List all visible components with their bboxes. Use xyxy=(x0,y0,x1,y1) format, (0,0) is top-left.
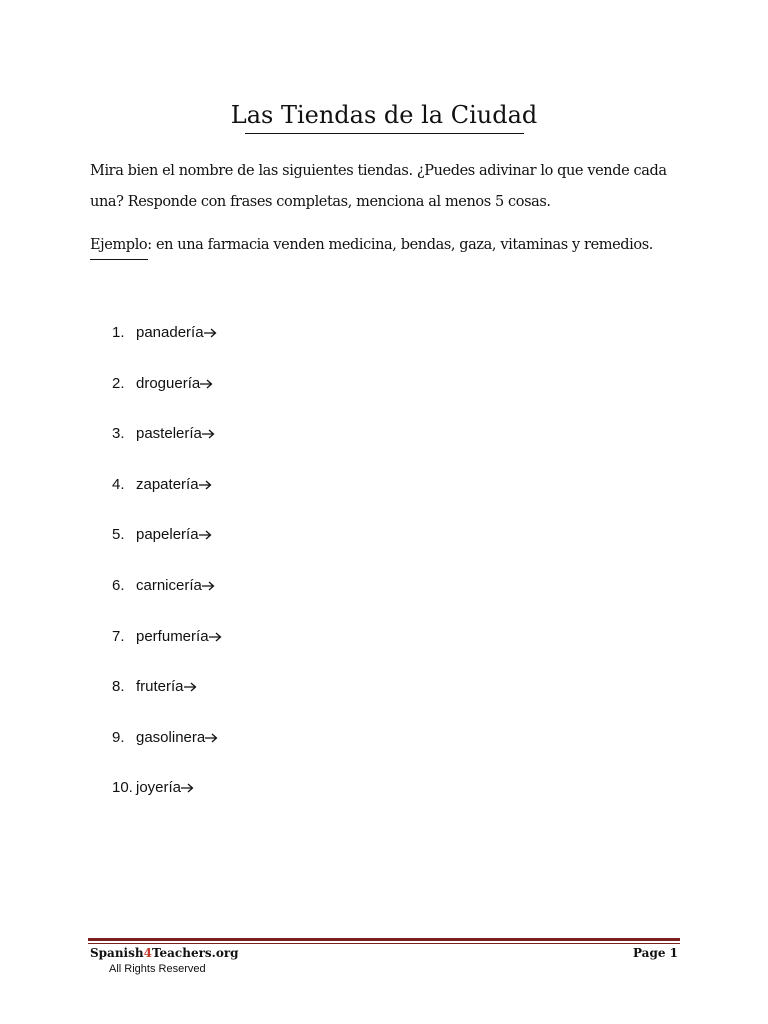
arrow-right-icon xyxy=(199,480,212,490)
instructions-paragraph: Mira bien el nombre de las siguientes tiendas. ¿Puedes adivinar lo que vende cada una? Responde con frases completas, menciona al menos 5 cosas. xyxy=(90,163,667,210)
item-name: pastelería xyxy=(136,425,202,443)
list-item xyxy=(112,421,222,472)
footer-rule-thin xyxy=(88,943,680,944)
footer-brand xyxy=(90,945,239,961)
list-item xyxy=(112,573,222,624)
example-label: Ejemplo: xyxy=(90,237,152,253)
arrow-right-icon xyxy=(209,632,222,642)
list-item xyxy=(112,775,222,826)
arrow-right-icon xyxy=(200,379,213,389)
item-name: droguería xyxy=(136,374,201,392)
item-name: perfumería xyxy=(136,627,209,645)
page-title: Las Tiendas de la Ciudad xyxy=(230,101,538,129)
item-number: 6. xyxy=(112,576,125,594)
list-item xyxy=(112,674,222,725)
footer-rights: All Rights Reserved xyxy=(109,963,206,975)
list-item xyxy=(112,320,222,371)
item-name: zapatería xyxy=(136,475,199,493)
item-name: joyería xyxy=(136,779,182,797)
list-item xyxy=(112,371,222,422)
item-name: carnicería xyxy=(136,576,202,594)
item-number: 3. xyxy=(112,425,125,443)
page-number: Page 1 xyxy=(632,946,678,960)
item-name: gasolinera xyxy=(136,728,206,746)
list-item xyxy=(112,725,222,776)
arrow-right-icon xyxy=(184,682,197,692)
list-item xyxy=(112,522,222,573)
item-name: papelería xyxy=(136,526,199,544)
brand-number: 4 xyxy=(143,946,152,960)
item-number: 8. xyxy=(112,678,125,696)
example-underline xyxy=(90,259,148,260)
item-number: 4. xyxy=(112,475,125,493)
item-number: 10. xyxy=(112,779,133,797)
item-name: frutería xyxy=(136,678,184,696)
title-underline xyxy=(245,133,524,134)
footer-rule xyxy=(88,938,680,941)
brand-text-start: Spanish xyxy=(90,946,144,960)
arrow-right-icon xyxy=(199,530,212,540)
list-item xyxy=(112,624,222,675)
item-number: 2. xyxy=(112,374,125,392)
example-sentence xyxy=(90,232,730,258)
arrow-right-icon xyxy=(204,328,217,338)
arrow-right-icon xyxy=(181,783,194,793)
shop-list xyxy=(112,320,222,826)
item-number: 5. xyxy=(112,526,125,544)
list-item xyxy=(112,472,222,523)
item-number: 1. xyxy=(112,324,125,341)
example-text: en una farmacia venden medicina, bendas, gaza, vitaminas y remedios. xyxy=(151,237,653,253)
arrow-right-icon xyxy=(202,429,215,439)
arrow-right-icon xyxy=(202,581,215,591)
arrow-right-icon xyxy=(205,733,218,743)
item-name: panadería xyxy=(136,324,204,341)
item-number: 9. xyxy=(112,728,125,746)
item-number: 7. xyxy=(112,627,125,645)
brand-text-end: Teachers.org xyxy=(151,946,239,960)
